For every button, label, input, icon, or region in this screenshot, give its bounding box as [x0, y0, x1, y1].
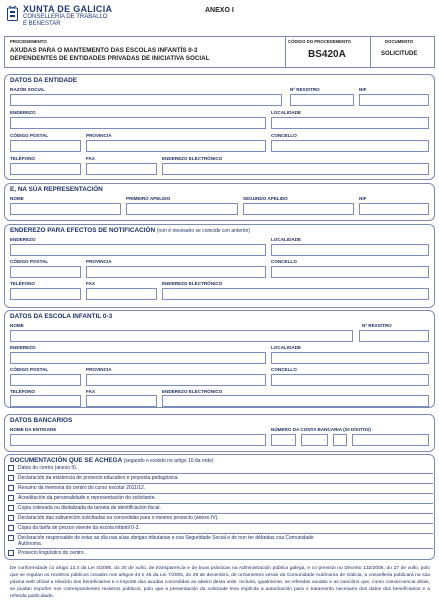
- bank-account-office-field[interactable]: [301, 434, 328, 446]
- procedure-title: [10, 47, 210, 63]
- school-provincia-field[interactable]: [86, 374, 266, 386]
- rep-segundo-apelido-label: SEGUNDO APELIDO: [243, 196, 288, 201]
- school-email-field[interactable]: [162, 395, 429, 407]
- entity-section-title: DATOS DA ENTIDADE: [10, 77, 77, 84]
- entity-telefono-label: TELÉFONO: [10, 156, 36, 161]
- documentation-title-text: DOCUMENTACIÓN QUE SE ACHEGA: [10, 457, 122, 464]
- rep-nome-label: NOME: [10, 196, 24, 201]
- school-concello-field[interactable]: [271, 374, 429, 386]
- doc-item-6-checkbox[interactable]: [8, 515, 14, 521]
- doc-divider: [16, 493, 433, 494]
- rep-nome-field[interactable]: [10, 203, 121, 215]
- notif-email-field[interactable]: [162, 288, 429, 300]
- bank-account-entity-field[interactable]: [271, 434, 296, 446]
- rep-primeiro-apelido-field[interactable]: [126, 203, 238, 215]
- doc-divider: [16, 483, 433, 484]
- entity-enderezo-label: ENDEREZO: [10, 110, 36, 115]
- doc-divider: [16, 548, 433, 549]
- notif-provincia-field[interactable]: [86, 266, 266, 278]
- entity-codigo-postal-field[interactable]: [10, 140, 81, 152]
- notif-fax-field[interactable]: [86, 288, 157, 300]
- brand-subtitle-line1: CONSELLERÍA DE TRABALLO: [23, 14, 108, 20]
- doc-item-5-label: Copia cotexada ou dixitalizada da tarxeta de identificación fiscal.: [18, 505, 161, 511]
- doc-divider: [16, 523, 433, 524]
- doc-item-7-checkbox[interactable]: [8, 525, 14, 531]
- procedure-code-label: CÓDIGO DO PROCEDEMENTO: [288, 39, 351, 44]
- school-fax-label: FAX: [86, 389, 95, 394]
- doc-item-9-checkbox[interactable]: [8, 550, 14, 556]
- notif-email-label: ENDEREZO ELECTRÓNICO: [162, 281, 223, 286]
- notif-telefono-label: TELÉFONO: [10, 281, 36, 286]
- notif-telefono-field[interactable]: [10, 288, 81, 300]
- rep-primeiro-apelido-label: PRIMEIRO APELIDO: [126, 196, 171, 201]
- doc-item-4-checkbox[interactable]: [8, 495, 14, 501]
- notif-codigo-postal-field[interactable]: [10, 266, 81, 278]
- bank-account-dc-field[interactable]: [333, 434, 347, 446]
- entity-localidade-label: LOCALIDADE: [271, 110, 302, 115]
- notif-localidade-field[interactable]: [271, 244, 429, 256]
- school-email-label: ENDEREZO ELECTRÓNICO: [162, 389, 223, 394]
- notif-concello-label: CONCELLO: [271, 259, 297, 264]
- rep-nif-label: NIF: [359, 196, 367, 201]
- school-n-rexistro-label: Nº REXISTRO: [362, 323, 392, 328]
- procedure-code: BS420A: [308, 49, 346, 60]
- school-enderezo-field[interactable]: [10, 352, 266, 364]
- doc-divider: [16, 473, 433, 474]
- notif-codigo-postal-label: CÓDIGO POSTAL: [10, 259, 49, 264]
- rep-nif-field[interactable]: [359, 203, 429, 215]
- doc-item-4-label: Acreditación da personalidade e representación do solicitante.: [18, 495, 156, 501]
- school-section-title: DATOS DA ESCOLA INFANTIL 0-3: [10, 313, 113, 320]
- entity-razon-social-field[interactable]: [10, 94, 282, 106]
- doc-item-5-checkbox[interactable]: [8, 505, 14, 511]
- entity-email-label: ENDEREZO ELECTRÓNICO: [162, 156, 223, 161]
- procedure-title-line1: AXUDAS PARA O MANTEMENTO DAS ESCOLAS INFANTÍS 0-3: [10, 47, 198, 54]
- brand-title: XUNTA DE GALICIA: [23, 4, 113, 14]
- bank-nome-entidade-label: NOME DA ENTIDADE: [10, 427, 57, 432]
- documentation-note: (segundo o exixido no artigo 10 da orde): [123, 458, 214, 464]
- entity-concello-label: CONCELLO: [271, 133, 297, 138]
- entity-nif-label: NIF: [359, 87, 367, 92]
- doc-item-3-checkbox[interactable]: [8, 485, 14, 491]
- school-concello-label: CONCELLO: [271, 367, 297, 372]
- entity-provincia-label: PROVINCIA: [86, 133, 112, 138]
- school-fax-field[interactable]: [86, 395, 157, 407]
- representative-section-title: E, NA SÚA REPRESENTACIÓN: [10, 186, 103, 193]
- bank-numero-conta-label: NÚMERO DA CONTA BANCARIA (20 DÍXITOS): [271, 427, 371, 432]
- doc-item-2-label: Declaración da existencia de proxecto educativo e proposta pedagóxica.: [18, 475, 179, 481]
- entity-telefono-field[interactable]: [10, 163, 81, 175]
- notif-localidade-label: LOCALIDADE: [271, 237, 302, 242]
- school-enderezo-label: ENDEREZO: [10, 345, 36, 350]
- xunta-logo-icon: [7, 5, 18, 21]
- notif-enderezo-field[interactable]: [10, 244, 266, 256]
- doc-item-8-label: Declaración responsable de estar ao día nas súas obrigas tributarias e coa Seguridade Social e de non ter débedas coa Comunidade: [18, 535, 314, 541]
- entity-nif-field[interactable]: [359, 94, 429, 106]
- bank-nome-entidade-field[interactable]: [10, 434, 266, 446]
- school-localidade-label: LOCALIDADE: [271, 345, 302, 350]
- school-telefono-field[interactable]: [10, 395, 81, 407]
- school-nome-field[interactable]: [10, 330, 353, 342]
- entity-razon-social-label: RAZÓN SOCIAL: [10, 87, 45, 92]
- doc-divider: [16, 533, 433, 534]
- notification-note: (non é necesario se coincide con anterior): [156, 228, 250, 234]
- school-n-rexistro-field[interactable]: [359, 330, 429, 342]
- doc-item-7-label: Copia da tarifa de prezos vixente da escola infantil 0-3.: [18, 525, 140, 531]
- bank-account-number-field[interactable]: [352, 434, 429, 446]
- brand-subtitle-line2: E BENESTAR: [23, 21, 61, 27]
- school-codigo-postal-field[interactable]: [10, 374, 81, 386]
- entity-n-rexistro-field[interactable]: [290, 94, 354, 106]
- entity-concello-field[interactable]: [271, 140, 429, 152]
- entity-fax-field[interactable]: [86, 163, 157, 175]
- school-telefono-label: TELÉFONO: [10, 389, 36, 394]
- procedure-label: PROCEDEMENTO: [10, 39, 47, 44]
- rep-segundo-apelido-field[interactable]: [243, 203, 354, 215]
- bank-section-title: DATOS BANCARIOS: [10, 417, 73, 424]
- doc-item-9-label: Proxecto lingüístico do centro.: [18, 550, 85, 556]
- documentation-section-title: [10, 457, 214, 464]
- entity-codigo-postal-label: CÓDIGO POSTAL: [10, 133, 49, 138]
- notif-enderezo-label: ENDEREZO: [10, 237, 36, 242]
- brand-subtitle: [23, 14, 108, 28]
- document-type: SOLICITUDE: [381, 51, 418, 57]
- entity-email-field[interactable]: [162, 163, 429, 175]
- document-label: DOCUMENTO: [385, 39, 414, 44]
- notif-concello-field[interactable]: [271, 266, 429, 278]
- doc-item-1-label: Datos do centro (anexo II).: [18, 465, 78, 471]
- doc-item-8-label-continuation: Autónoma.: [18, 541, 43, 547]
- entity-localidade-field[interactable]: [271, 117, 429, 129]
- entity-enderezo-field[interactable]: [10, 117, 266, 129]
- school-codigo-postal-label: CÓDIGO POSTAL: [10, 367, 49, 372]
- legal-footer-text: De conformidade co artigo 13.4 da Lei 4/2006, do 30 de xuño, de transparencia e de boas prácticas na Administración pública galega, e co previsto no Decreto 132/2006, do 27 de xullo, polo que se regulan os rexistros públicos creados nos artigos 44 e 45 da Lei 7/2005, do 29 de decembro, de orzamentos xerais da Comunidade Autónoma de Galicia, a consellería publicará na súa páxina web oficial a relación dos beneficiarios e o importe das axudas concedidas ao abeiro desta orde. Incluirá, igualmente, as referidas axudas e as sancións que, como consecuencia delas, se puidan impoñer nos correspondentes rexistros públicos, polo que a presentación da solicitude leva implícita a autorización para o tratamento necesario dos datos dos beneficiarios e a referida publicidade.: [10, 566, 430, 599]
- doc-item-1-checkbox[interactable]: [8, 465, 14, 471]
- doc-item-8-checkbox[interactable]: [8, 535, 14, 541]
- entity-fax-label: FAX: [86, 156, 95, 161]
- procedure-title-line2: DEPENDENTES DE ENTIDADES PRIVADAS DE INICIATIVA SOCIAL: [10, 55, 210, 62]
- entity-n-rexistro-label: Nº REXISTRO: [290, 87, 320, 92]
- doc-item-2-checkbox[interactable]: [8, 475, 14, 481]
- notification-section-title: [10, 227, 250, 234]
- school-localidade-field[interactable]: [271, 352, 429, 364]
- annex-label: ANEXO I: [205, 7, 234, 14]
- notification-title-text: ENDEREZO PARA EFECTOS DE NOTIFICACIÓN: [10, 227, 156, 234]
- school-nome-label: NOME: [10, 323, 24, 328]
- entity-provincia-field[interactable]: [86, 140, 266, 152]
- doc-divider: [16, 513, 433, 514]
- school-provincia-label: PROVINCIA: [86, 367, 112, 372]
- doc-item-3-label: Resumo da memoria do centro do curso escolar 2011/12.: [18, 485, 146, 491]
- notif-fax-label: FAX: [86, 281, 95, 286]
- doc-item-6-label: Declaración das subvención solicitadas ou concedidas para o mesmo proxecto (anexo IV).: [18, 515, 219, 521]
- notif-provincia-label: PROVINCIA: [86, 259, 112, 264]
- doc-divider: [16, 503, 433, 504]
